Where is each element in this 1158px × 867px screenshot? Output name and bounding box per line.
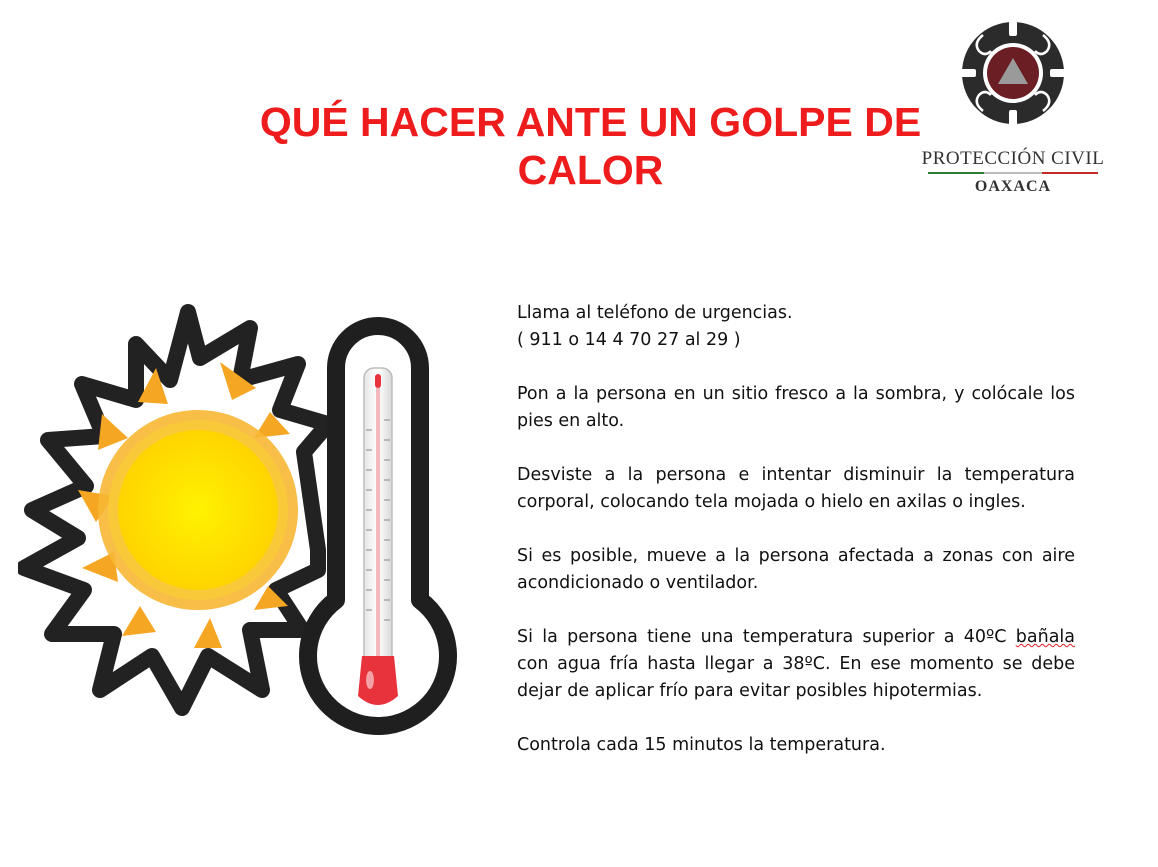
instruction-bath — [517, 624, 1075, 705]
phone-numbers: ( 911 o 14 4 70 27 al 29 ) — [517, 330, 741, 350]
logo-state-name: OAXACA — [974, 178, 1052, 195]
flag-stripe-green — [928, 172, 984, 174]
instruction-aircon: Si es posible, mueve a la persona afectada a zonas con aire acondicionado o ventilador. — [517, 546, 1075, 593]
logo-org-name: PROTECCIÓN CIVIL — [921, 148, 1105, 169]
bath-text-a: Si la persona tiene una temperatura superior a 40ºC — [517, 627, 1016, 647]
title-line-1: QUÉ HACER ANTE UN GOLPE DE — [259, 99, 922, 145]
page-title — [238, 98, 943, 194]
instruction-shade: Pon a la persona en un sitio fresco a la sombra, y colócale los pies en alto. — [517, 384, 1075, 431]
title-line-2: CALOR — [517, 147, 664, 193]
flag-stripe-red — [1042, 172, 1098, 174]
call-line: Llama al teléfono de urgencias. — [517, 303, 793, 323]
proteccion-civil-logo — [918, 18, 1108, 208]
instruction-undress: Desviste a la persona e intentar disminuir la temperatura corporal, colocando tela mojada o hielo en axilas o ingles. — [517, 465, 1075, 512]
flag-stripe-white — [984, 172, 1042, 174]
instruction-call — [517, 300, 1075, 354]
sun-icon — [24, 312, 328, 708]
instruction-monitor: Controla cada 15 minutos la temperatura. — [517, 735, 886, 755]
heat-illustration — [18, 300, 478, 750]
bath-text-b: con agua fría hasta llegar a 38ºC. En ese momento se debe dejar de aplicar frío para evitar posibles hipotermias. — [517, 654, 1075, 701]
instructions — [517, 300, 1075, 759]
thermometer-icon — [308, 326, 448, 726]
spellcheck-word: bañala — [1015, 627, 1075, 647]
emblem-icon — [918, 18, 1108, 148]
